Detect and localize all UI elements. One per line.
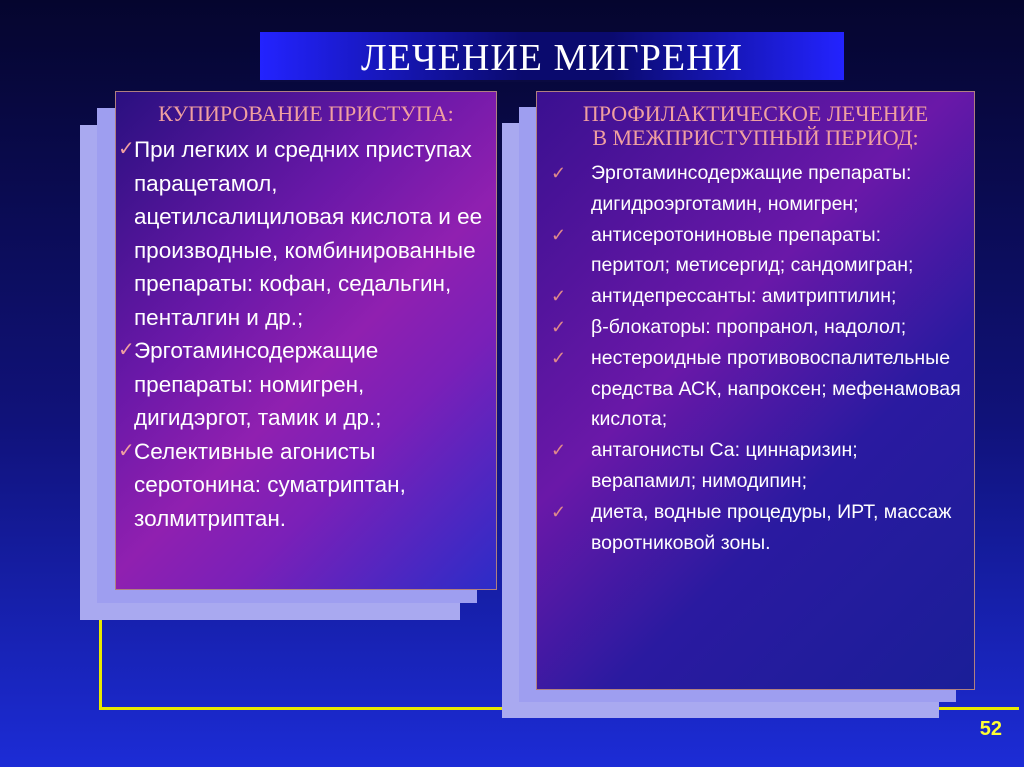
left-list-item: ✓ При легких и средних приступах парацетамол, ацетилсалициловая кислота и ее производные, комбинированные препараты: кофан, седальгин, пенталгин и др.;: [118, 133, 488, 334]
right-list-item: ✓ Эрготаминсодержащие препараты: дигидроэрготамин, номигрен;: [551, 158, 964, 220]
left-panel-list: [116, 133, 496, 535]
right-list-item: ✓ антисеротониновые препараты: перитол; метисергид; сандомигран;: [551, 220, 964, 282]
right-panel-heading: [537, 102, 974, 150]
check-icon: ✓: [118, 339, 135, 361]
right-panel: [536, 91, 975, 690]
check-icon: ✓: [551, 316, 567, 337]
check-icon: ✓: [551, 224, 567, 245]
check-icon: ✓: [551, 163, 567, 183]
right-list-item: ✓ нестероидные противовоспалительные средства АСК, напроксен; мефенамовая кислота;: [551, 343, 964, 435]
check-icon: ✓: [551, 347, 567, 368]
left-panel-heading: КУПИРОВАНИЕ ПРИСТУПА:: [158, 101, 454, 126]
left-panel: [115, 91, 497, 590]
right-list-item: ✓ диета, водные процедуры, ИРТ, массаж воротниковой зоны.: [551, 497, 964, 559]
check-icon: ✓: [551, 286, 567, 307]
right-heading-line-1: ПРОФИЛАКТИЧЕСКОЕ ЛЕЧЕНИЕ: [582, 101, 929, 126]
slide-title: ЛЕЧЕНИЕ МИГРЕНИ: [361, 37, 743, 79]
right-heading-line-2: В МЕЖПРИСТУПНЫЙ ПЕРИОД:: [592, 125, 919, 150]
check-icon: ✓: [551, 501, 567, 522]
left-list-item: ✓ Эрготаминсодержащие препараты: номигрен, дигидэргот, тамик и др.;: [118, 334, 488, 435]
title-bar: [260, 32, 844, 80]
check-icon: ✓: [118, 138, 135, 160]
check-icon: ✓: [118, 439, 135, 462]
check-icon: ✓: [551, 440, 567, 461]
right-list-item: ✓ антагонисты Са: циннаризин; верапамил; нимодипин;: [551, 435, 964, 497]
right-list-item: ✓ антидепрессанты: амитриптилин;: [551, 281, 964, 312]
left-list-item: ✓ Селективные агонисты серотонина: суматриптан, золмитриптан.: [118, 435, 488, 536]
right-panel-list: [537, 158, 974, 558]
decor-line-left-vertical: [99, 618, 102, 710]
right-list-item: ✓ β-блокаторы: пропранол, надолол;: [551, 312, 964, 343]
page-number: 52: [979, 718, 1002, 740]
